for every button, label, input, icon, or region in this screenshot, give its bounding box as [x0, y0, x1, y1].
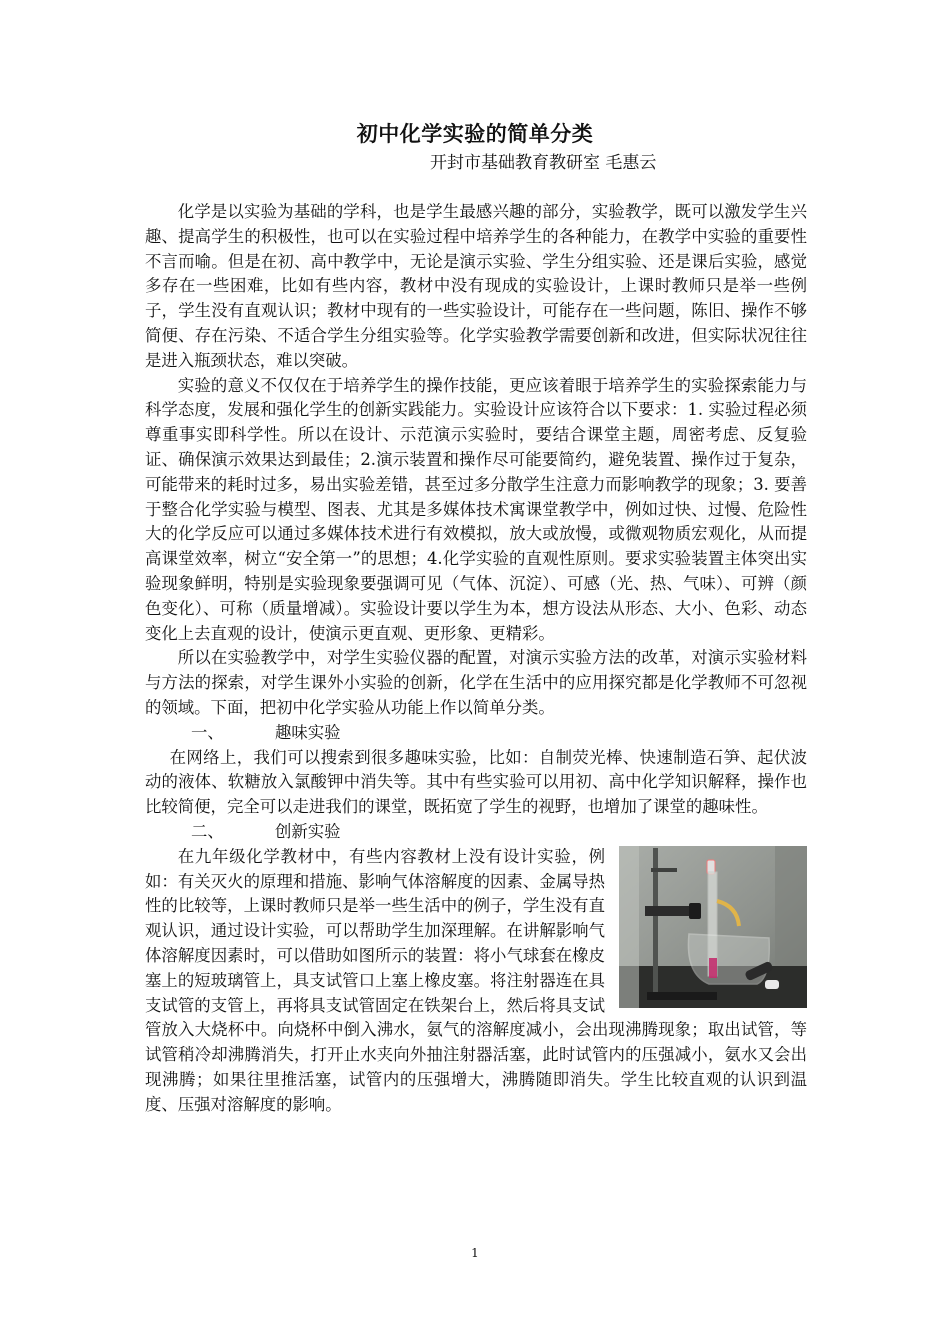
document-title: 初中化学实验的简单分类 [356, 121, 594, 146]
body-paragraph: 实验的意义不仅仅在于培养学生的操作技能，更应该着眼于培养学生的实验探索能力与科学态度，发展和强化学生的创新实践能力。实验设计应该符合以下要求：1. 实验过程必须尊重事实即科学性。所以在设计、示范演示实验时，要结合课堂主题，周密考虑、反复验证、确保演示效果达到最佳；2.演示装置和操作尽可能要简约，避免装置、操作过于复杂，可能带来的耗时过多，易出实验差错，甚至过多分散学生注意力而影响教学的现象；3. 要善于整合化学实验与模型、图表、尤其是多媒体技术寓课堂教学中，例如过快、过慢、危险性大的化学反应可以通过多媒体技术进行有效模拟，放大或放慢，或微观物质宏观化，从而提高课堂效率，树立“安全第一”的思想；4.化学实验的直观性原则。要求实验装置主体突出实验现象鲜明，特别是实验现象要强调可见（气体、沉淀）、可感（光、热、气味）、可辨（颜色变化）、可称（质量增减）。实验设计要以学生为本，想方设法从形态、大小、色彩、动态变化上去直观的设计，使演示更直观、更形象、更精彩。 [145, 375, 807, 643]
page-number: 1 [471, 1246, 479, 1260]
document-author: 开封市基础教育教研室 毛惠云 [430, 153, 657, 173]
body-paragraph: 化学是以实验为基础的学科，也是学生最感兴趣的部分，实验教学，既可以激发学生兴趣、提高学生的积极性，也可以在实验过程中培养学生的各种能力，在教学中实验的重要性不言而喻。但是在初、高中教学中，无论是演示实验、学生分组实验、还是课后实验，感觉多存在一些困难，比如有些内容，教材中没有现成的实验设计，上课时教师只是举一些例子，学生没有直观认识；教材中现有的一些实验设计，可能存在一些问题，陈旧、操作不够简便、存在污染、不适合学生分组实验等。化学实验教学需要创新和改进，但实际状况往往是进入瓶颈状态，难以突破。 [145, 202, 807, 370]
section-heading [145, 721, 807, 746]
section-title: 创新实验 [275, 821, 341, 841]
section-heading [145, 820, 807, 845]
section-number: 二、 [191, 821, 224, 841]
section-title: 趣味实验 [275, 722, 341, 742]
body-paragraph: 所以在实验教学中，对学生实验仪器的配置，对演示实验方法的改革，对演示实验材料与方法的探索，对学生课外小实验的创新，化学在生活中的应用探究都是化学教师不可忽视的领域。下面，把初中化学实验从功能上作以简单分类。 [145, 648, 807, 717]
experiment-photo [619, 846, 807, 1008]
document-body [145, 200, 807, 1117]
body-paragraph: 在九年级化学教材中，有些内容教材上没有设计实验，例如：有关灭火的原理和措施、影响气体溶解度的因素、金属导热性的比较等，上课时教师只是举一些生活中的例子，学生没有直观认识，通过设计实验，可以帮助学生加深理解。在讲解影响气体溶解度因素时，可以借助如图所示的装置：将小气球套在橡皮塞上的短玻璃管上，具支试管口上塞上橡皮塞。将注射器连在具支试管的支管上，再将具支试管固定在铁架台上，然后将具支试管放入大烧杯中。向烧杯中倒入沸水，氨气的溶解度减小，会出现沸腾现象；取出试管，等试管稍冷却沸腾消失，打开止水夹向外抽注射器活塞，此时试管内的压强减小，氨水又会出现沸腾；如果往里推活塞，试管内的压强增大，沸腾随即消失。学生比较直观的认识到温度、压强对溶解度的影响。 [145, 846, 807, 1114]
body-paragraph: 在网络上，我们可以搜索到很多趣味实验，比如：自制荧光棒、快速制造石笋、起伏波动的液体、软糖放入氯酸钾中消失等。其中有些实验可以用初、高中化学知识解释，操作也比较简便，完全可以走进我们的课堂，既拓宽了学生的视野，也增加了课堂的趣味性。 [145, 747, 807, 817]
section-number: 一、 [191, 722, 224, 742]
